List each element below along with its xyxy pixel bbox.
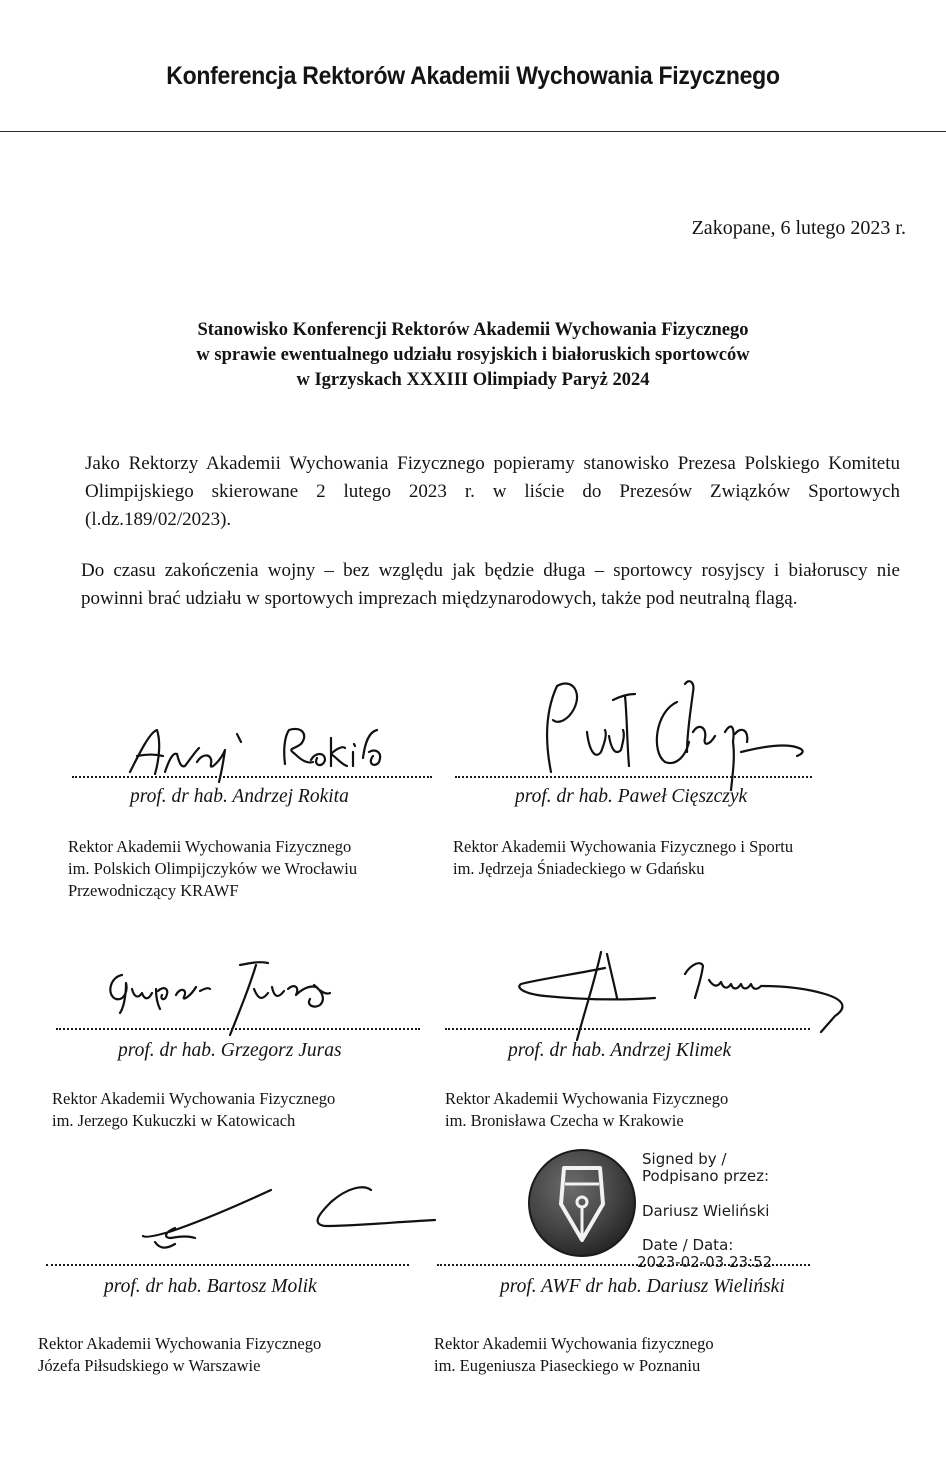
signer-affiliation [52, 1088, 335, 1132]
affiliation-line: im. Jędrzeja Śniadeckiego w Gdańsku [453, 859, 705, 878]
e-signature-signer: Dariusz Wieliński [642, 1202, 770, 1220]
e-signature-date-label: Date / Data: [642, 1236, 734, 1254]
affiliation-line: im. Eugeniusza Piaseckiego w Poznaniu [434, 1356, 701, 1375]
signer-affiliation [38, 1333, 321, 1377]
e-signature-label [642, 1151, 769, 1185]
fountain-pen-nib-icon [527, 1148, 637, 1258]
affiliation-line: Rektor Akademii Wychowania Fizycznego [68, 837, 352, 856]
signature-line [455, 776, 812, 778]
affiliation-line: Józefa Piłsudskiego w Warszawie [38, 1356, 261, 1375]
signer-name: prof. dr hab. Bartosz Molik [104, 1276, 317, 1297]
handwritten-signature-molik [135, 1180, 445, 1260]
body-paragraph-2: Do czasu zakończenia wojny – bez względu jak będzie długa – sportowcy rosyjscy i białoruscy nie powinni brać udziału w sportowych imprezach międzynarodowych, także pod neutralną flagą. [81, 560, 900, 609]
affiliation-line: Rektor Akademii Wychowania Fizycznego i Sportu [453, 837, 794, 856]
affiliation-line: Rektor Akademii Wychowania Fizycznego [38, 1334, 322, 1353]
affiliation-line: Rektor Akademii Wychowania fizycznego [434, 1334, 714, 1353]
statement-title-line-3: w Igrzyskach XXXIII Olimpiady Paryż 2024 [296, 370, 650, 390]
handwritten-signature-juras [100, 955, 350, 1045]
signer-affiliation [68, 836, 357, 902]
organization-title: Konferencja Rektorów Akademii Wychowania Fizycznego [166, 62, 780, 90]
handwritten-signature-rokita [125, 712, 395, 782]
affiliation-line: Rektor Akademii Wychowania Fizycznego [52, 1089, 336, 1108]
signature-line [445, 1028, 810, 1030]
statement-title [0, 318, 946, 393]
signer-name: prof. dr hab. Andrzej Rokita [130, 786, 349, 807]
body-paragraph-1: Jako Rektorzy Akademii Wychowania Fizycznego popieramy stanowisko Prezesa Polskiego Komitetu Olimpijskiego skierowane 2 lutego 2023 r. w liście do Prezesów Związków Sportowych (l.dz.189/02/2023). [85, 453, 900, 530]
signer-name: prof. dr hab. Grzegorz Juras [118, 1040, 342, 1061]
signature-line [46, 1264, 409, 1266]
affiliation-line: im. Jerzego Kukuczki w Katowicach [52, 1111, 296, 1130]
affiliation-line: im. Polskich Olimpijczyków we Wrocławiu [68, 859, 358, 878]
handwritten-signature-cieszczyk [535, 672, 825, 797]
signer-affiliation [434, 1333, 714, 1377]
statement-title-line-2: w sprawie ewentualnego udziału rosyjskich i białoruskich sportowców [196, 345, 750, 365]
e-signature-date-value: 2023-02-03 23:52 [637, 1253, 773, 1271]
signed-by-label: Signed by / [642, 1150, 727, 1168]
signed-by-label: Podpisano przez: [642, 1167, 770, 1185]
statement-title-line-1: Stanowisko Konferencji Rektorów Akademii Wychowania Fizycznego [197, 320, 749, 340]
affiliation-line: im. Bronisława Czecha w Krakowie [445, 1111, 684, 1130]
signer-name: prof. dr hab. Andrzej Klimek [508, 1040, 732, 1061]
signature-line [437, 1264, 810, 1266]
signature-line [72, 776, 432, 778]
signer-name: prof. dr hab. Paweł Cięszczyk [515, 786, 748, 807]
place-date: Zakopane, 6 lutego 2023 r. [691, 217, 906, 239]
affiliation-line: Rektor Akademii Wychowania Fizycznego [445, 1089, 729, 1108]
header-divider [0, 131, 946, 132]
signature-line [56, 1028, 420, 1030]
affiliation-line: Przewodniczący KRAWF [68, 881, 239, 900]
signer-name: prof. AWF dr hab. Dariusz Wieliński [500, 1276, 785, 1297]
signer-affiliation [445, 1088, 728, 1132]
signer-affiliation [453, 836, 793, 880]
